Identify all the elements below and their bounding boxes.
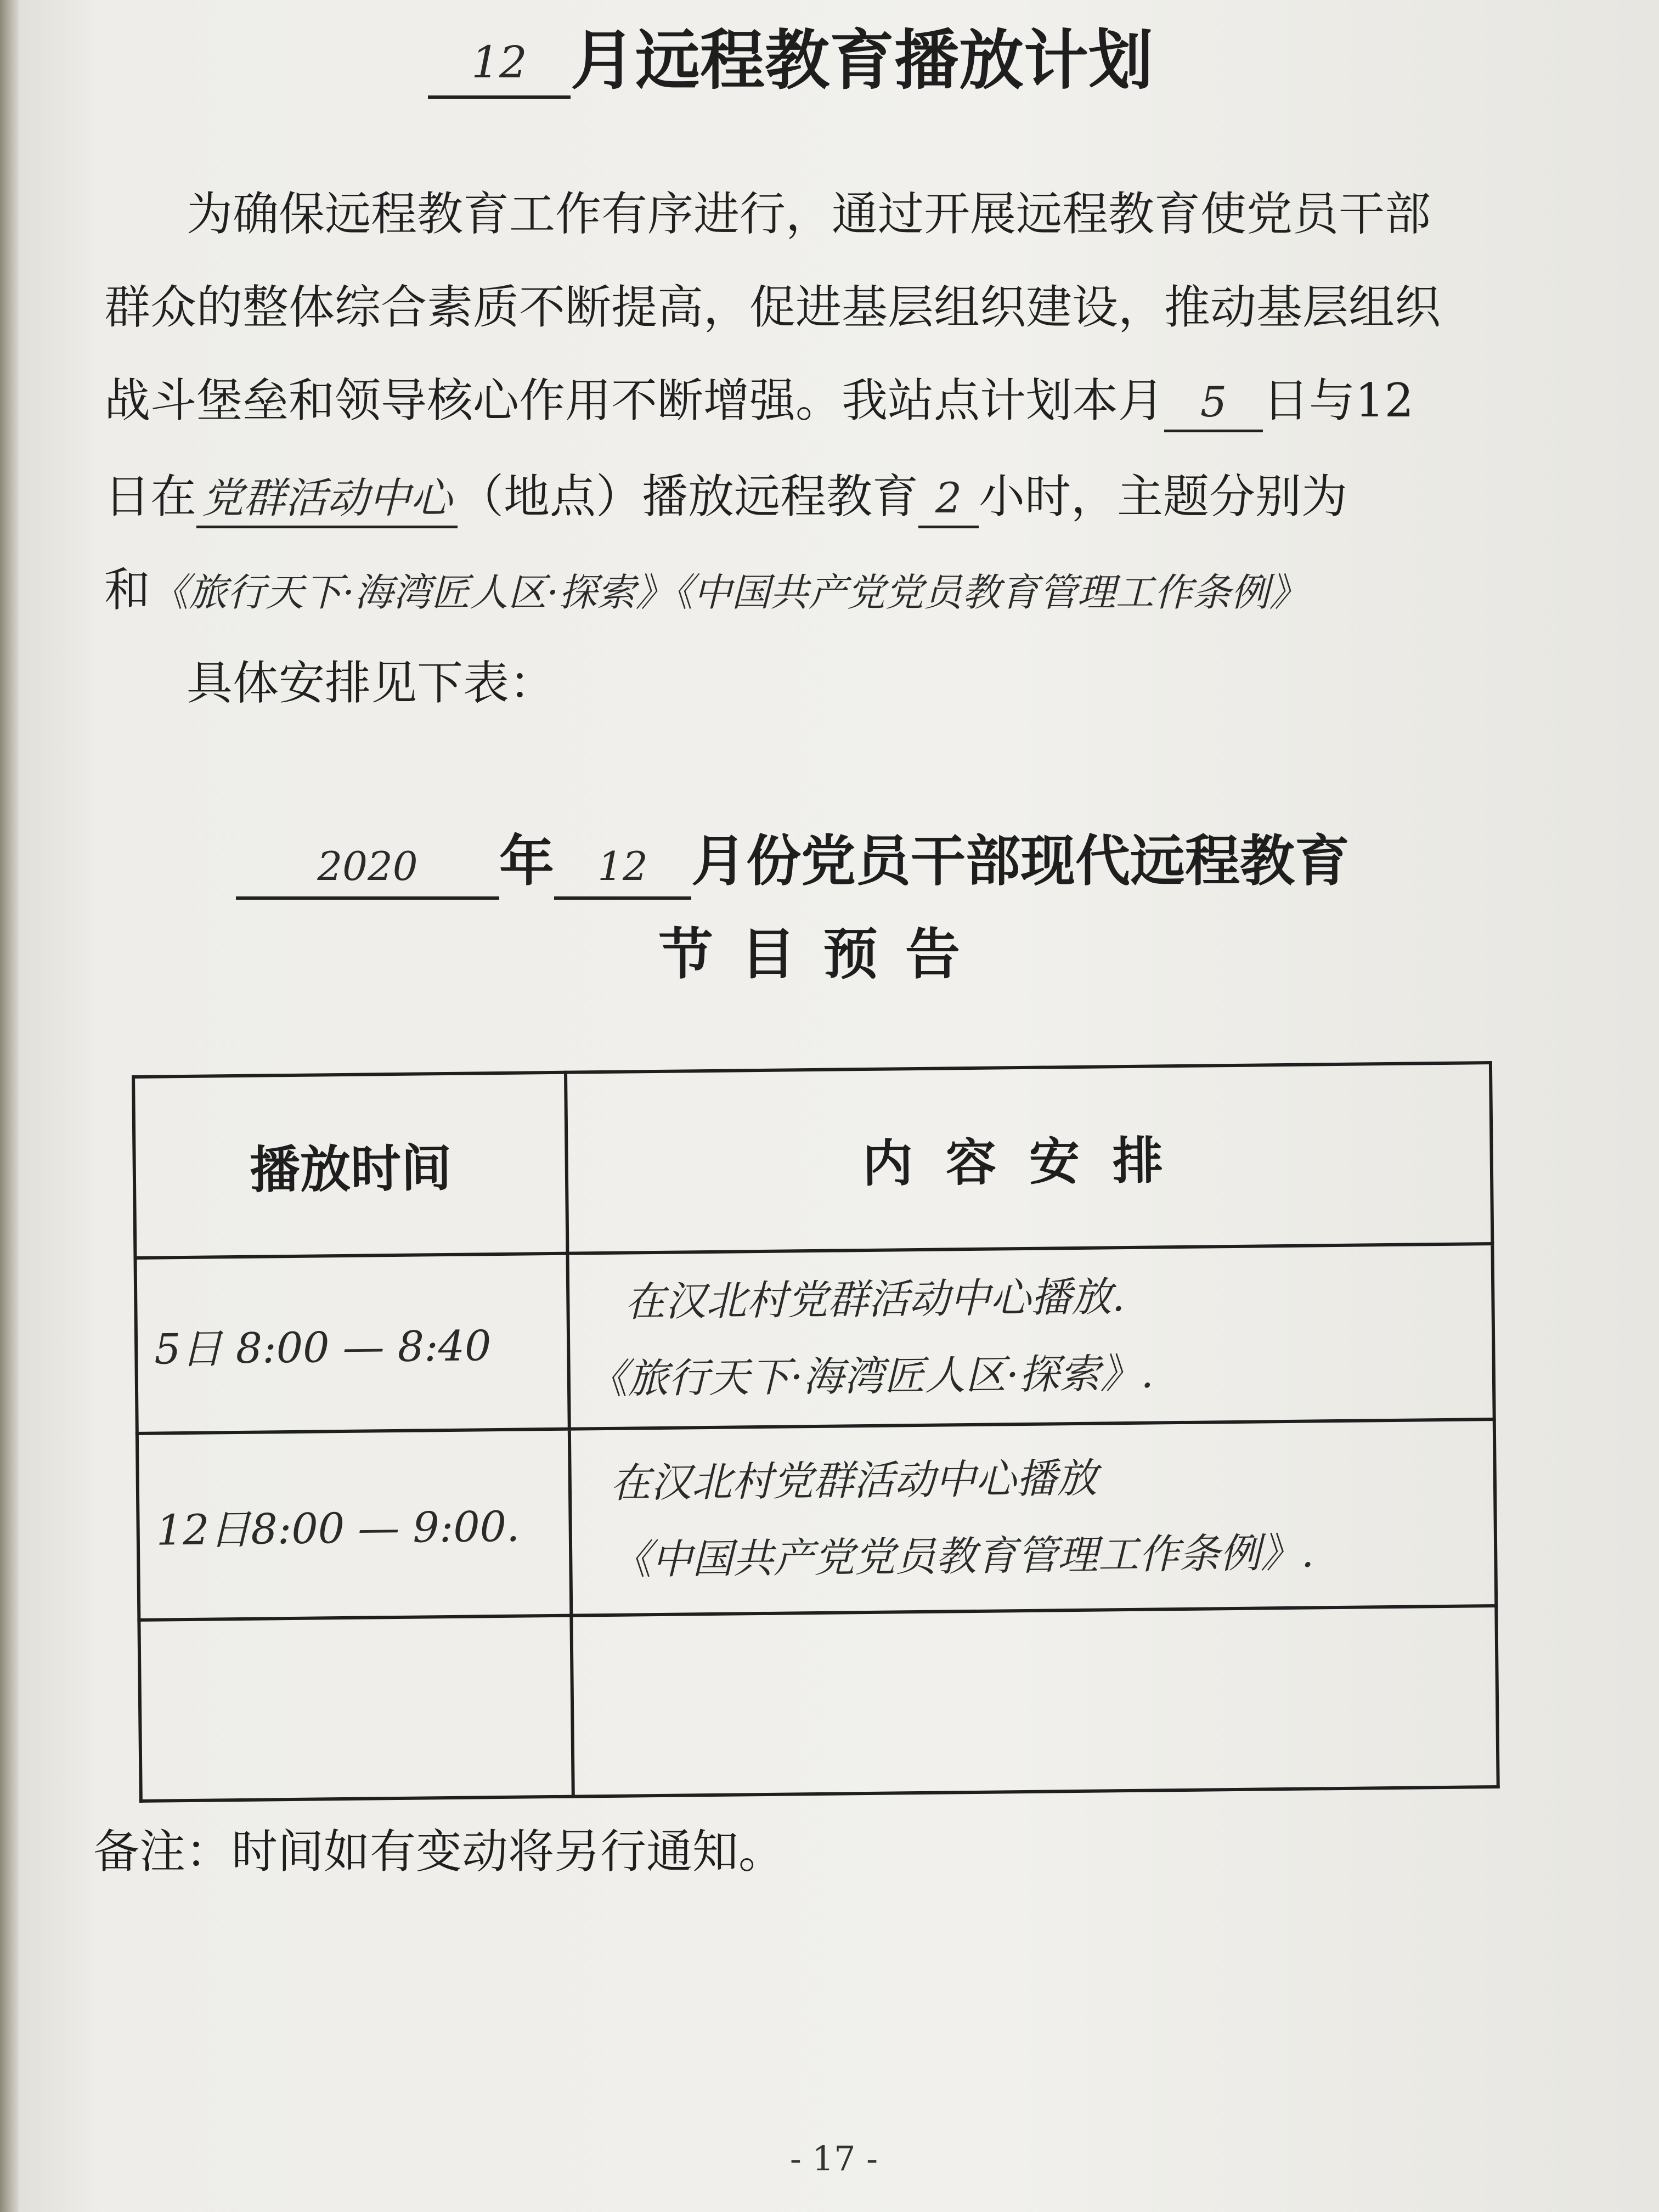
table-row [135, 1244, 1494, 1434]
place-fill: 党群活动中心 [196, 471, 458, 528]
hours-fill: 2 [918, 471, 979, 528]
table-row [137, 1419, 1496, 1620]
row-content-line-1: 在汉北村党群活动中心播放 [610, 1454, 1098, 1507]
page-number: - 17 - [789, 2138, 878, 2179]
table-row-empty [139, 1606, 1498, 1801]
row-time: 12日8:00 — 9:00. [137, 1429, 572, 1620]
intro-line-5 [104, 557, 1558, 625]
header-play-time: 播放时间 [133, 1073, 568, 1258]
intro-line-2: 群众的整体综合素质不断提高，促进基层组织建设，推动基层组织 [104, 280, 1441, 334]
intro-line-3-text: 战斗堡垒和领导核心作用不断增强。我站点计划本月 [104, 374, 1165, 427]
row-content-line-2: 《旅行天下·海湾匠人区·探索》. [586, 1350, 1154, 1403]
intro-line-4 [104, 464, 1558, 529]
intro-line-3 [104, 368, 1558, 433]
schedule-year-fill: 2020 [236, 836, 499, 900]
binding-spine [0, 0, 19, 2212]
schedule-table [132, 1061, 1500, 1803]
table-header-row [133, 1063, 1492, 1258]
row-content [569, 1419, 1496, 1616]
footnote: 备注：时间如有变动将另行通知。 [93, 1825, 785, 1878]
intro-line-3-tail: 日与12 [1263, 374, 1414, 427]
intro-line-4-mid: （地点）播放远程教育 [458, 470, 919, 523]
plan-day-fill: 5 [1164, 375, 1263, 432]
title-text: 月远程教育播放计划 [571, 22, 1154, 98]
row-content [568, 1244, 1494, 1429]
row-content-line-1: 在汉北村党群活动中心播放. [624, 1273, 1125, 1326]
intro-line-1: 为确保远程教育工作有序进行，通过开展远程教育使党员干部 [187, 187, 1431, 241]
schedule-title [236, 820, 1388, 902]
intro-line-4-text: 日在 [104, 470, 197, 523]
row-time: 5日 8:00 — 8:40 [135, 1254, 569, 1434]
intro-line-4-tail: 小时，主题分别为 [979, 470, 1348, 523]
intro-line-5-text: 和 [104, 563, 151, 617]
header-content: 内容安排 [566, 1063, 1492, 1254]
page-title [428, 11, 1470, 110]
schedule-subtitle: 节目预告 [658, 922, 988, 986]
row-content-line-2: 《中国共产党党员教育管理工作条例》. [611, 1529, 1314, 1584]
intro-line-6: 具体安排见下表： [187, 656, 556, 710]
schedule-month-fill: 12 [554, 836, 691, 900]
topics-handwritten: 《旅行天下·海湾匠人区·探索》《中国共产党党员教育管理工作条例》 [150, 570, 1308, 615]
row-content [572, 1606, 1498, 1797]
row-time [139, 1616, 573, 1801]
title-month-fill: 12 [428, 30, 571, 99]
schedule-year-label: 年 [499, 829, 554, 893]
schedule-title-text: 月份党员干部现代远程教育 [691, 829, 1350, 893]
